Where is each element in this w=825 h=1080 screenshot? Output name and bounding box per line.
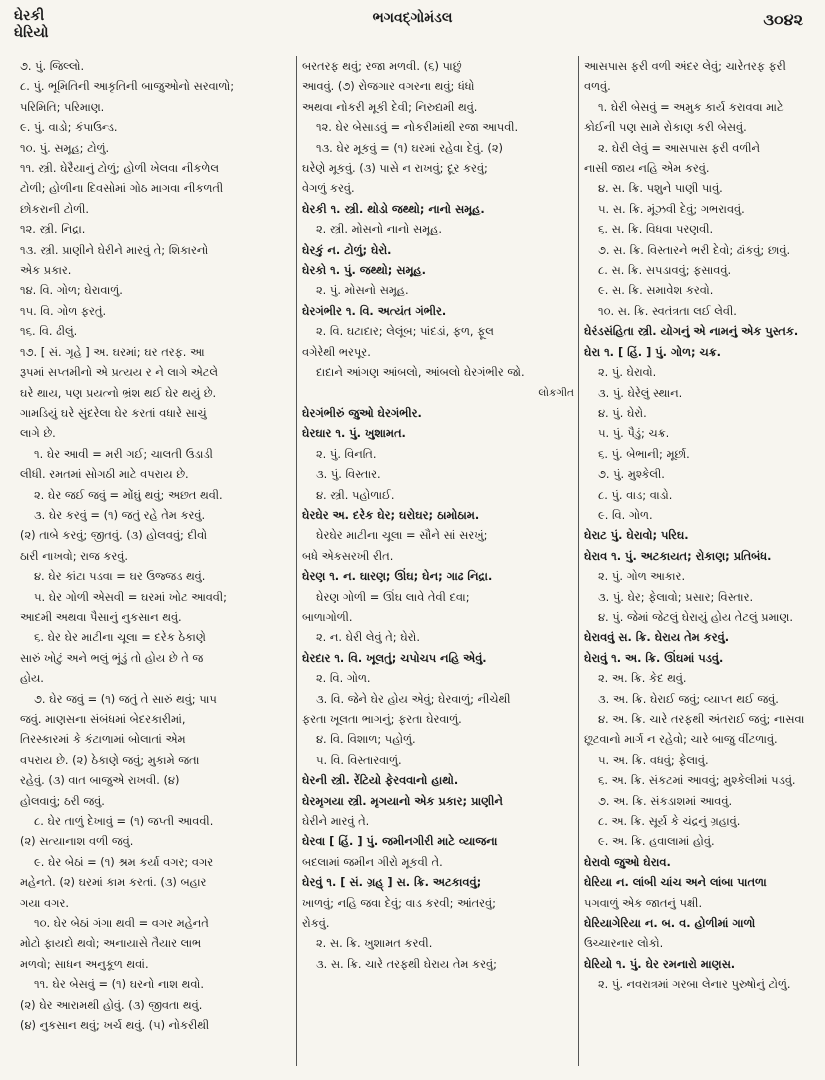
- entry-line: ૭. ઘેર જવું = (૧) જતું તે સારું થવું; પાપ: [34, 691, 217, 706]
- entry-line: ૩. પું. ઘેરેલું સ્થાન.: [598, 385, 683, 400]
- entry-line: ૨. સ. ક્રિ. ખુશામત કરવી.: [316, 936, 433, 951]
- headword-line: ઘેરઘાર ૧. પું. ખુશામત.: [302, 426, 406, 441]
- entry-line: મહેનતે. (૨) ઘરમાં કામ કરતાં. (૩) બહાર: [20, 875, 207, 890]
- entry-line: ૧૧. સ્ત્રી. ઘેરૈયાનું ટોળું; હોળી ખેલવા નીકળેલ: [20, 161, 219, 176]
- headword-line: ઘેરણ ૧. ન. ઘારણ; ઊંઘ; ઘેન; ગાઢ નિદ્રા.: [302, 569, 493, 584]
- headword-line: ઘેરગંભીરું જુઓ ઘેરગંભીર.: [302, 405, 422, 420]
- entry-line: ૮. પું. ભૂમિતિની આકૃતિની બાજુઓનો સરવાળો;: [20, 79, 235, 94]
- entry-line: દાદાને આંગણ આંબલો, આંબલો ઘેરગંભીર જો.: [316, 365, 525, 380]
- columns: [0, 56, 825, 1074]
- entry-line: ૪. અ. ક્રિ. ચારે તરફથી અંતરાઈ જવું; નાસવા: [598, 712, 805, 726]
- headword-line: ઘેરાવ ૧. પું. અટકાયત; રોકાણ; પ્રતિબંધ.: [584, 548, 772, 563]
- entry-line: ૧૦. પું. સમૂહ; ટોળું.: [20, 140, 110, 155]
- entry-line: ૧૦. ઘેર બેઠાં ગંગા થવી = વગર મહેનતે: [34, 916, 209, 931]
- headword-line: ઘેરવું ૧. [ સં. ગ્રહ્ ] સ. ક્રિ. અટકાવવું;: [302, 875, 482, 890]
- entry-line: ૭. પું. મુશ્કેલી.: [598, 467, 665, 482]
- entry-line: ઘેરણ ગોળી = ઊંઘ લાવે તેવી દવા;: [316, 589, 470, 604]
- entry-line: બદલામાં જમીન ગીરો મૂકવી તે.: [302, 854, 443, 869]
- headword-line: ઘેરકું ન. ટોળું; ઘેરો.: [302, 242, 392, 257]
- entry-line: ૨. પું. ઘેરાવો.: [598, 365, 657, 380]
- column-3: [584, 56, 810, 1074]
- entry-line: ૧. ઘેર આવી = મરી ગઈ; ચાલતી ઉડાડી: [34, 446, 213, 461]
- entry-line: ૪. પું. જેમાં જેટલું ઘેરાયું હોય તેટલું પ્રમાણ.: [598, 609, 793, 624]
- entry-line: ૫. વિ. વિસ્તારવાળું.: [316, 752, 402, 767]
- headword-line: ઘેરવા [ હિં. ] પું. જમીનગીરી માટે વ્યાજના: [302, 834, 498, 849]
- entry-line: મોટો ફાયદો થવો; અનાયાસે તૈયાર લાભ: [20, 936, 202, 951]
- entry-line: જવું. માણસના સંબંધમાં બેદરકારીમાં,: [20, 712, 186, 726]
- entry-line: ટોળી; હોળીના દિવસોમાં ગોઠ માગવા નીકળતી: [20, 181, 224, 196]
- entry-line: ૭. અ. ક્રિ. સંકડાશમાં આવવું.: [598, 793, 733, 808]
- guide-word-first: ઘેરકી: [14, 8, 45, 24]
- entry-line: ૧૨. સ્ત્રી. નિદ્રા.: [20, 222, 86, 237]
- entry-line: ૧૦. સ. ક્રિ. સ્વતંત્રતા લઈ લેવી.: [598, 303, 737, 318]
- entry-line: ૬. પું. બેભાની; મૂર્છા.: [598, 446, 690, 461]
- entry-line: કોઈની પણ સામે રોકાણ કરી બેસવું.: [584, 120, 747, 135]
- headword-line: ઘેરંડસંહિતા સ્ત્રી. યોગનું એ નામનું એક પુસ્તક.: [584, 324, 799, 339]
- entry-line: ૪. સ. ક્રિ. પશુને પાણી પાવું.: [598, 181, 723, 196]
- entry-line: ૩. અ. ક્રિ. ઘેરાઈ જવું; વ્યાપ્ત થઈ જવું.: [598, 691, 779, 706]
- column-1: [20, 56, 290, 1074]
- entry-line: રહેવું. (૩) વાત બાજુએ રાખવી. (૪): [20, 773, 180, 788]
- entry-line: છોકરાની ટોળી.: [20, 201, 89, 216]
- entry-line: ૩. સ. ક્રિ. ચારે તરફથી ઘેરાય તેમ કરવું;: [316, 956, 497, 971]
- entry-line: બાળાગોળી.: [302, 609, 353, 624]
- entry-line: પગવાળું એક જાતનું પક્ષી.: [584, 895, 703, 910]
- entry-line: લાગે છે.: [20, 426, 56, 441]
- entry-line: ૫. ઘેર ગોળી એસવી = ઘરમાં ખોટ આવવી;: [34, 589, 228, 604]
- entry-line: છૂટવાનો માર્ગ ન રહેવો; ચારે બાજુ વીંટળાવું.: [584, 732, 778, 747]
- entry-line: ૧. ઘેરી બેસવું = અમુક કાર્ય કરાવવા માટે: [598, 99, 784, 114]
- entry-line: હોલવાવું; ઠરી જવું.: [20, 793, 105, 808]
- headword-line: ઘેરાવો જુઓ ઘેરાવ.: [584, 854, 671, 869]
- entry-line: ઉચ્ચારનાર લોકો.: [584, 936, 664, 951]
- entry-line: ૬. અ. ક્રિ. સંકટમાં આવવું; મુશ્કેલીમાં પડવું.: [598, 773, 796, 788]
- entry-line: ૧૨. ઘેર બેસાડવું = નોકરીમાંથી રજા આપવી.: [316, 120, 519, 135]
- page-header: [0, 6, 825, 50]
- entry-line: ઘરેણે મૂકવું. (૩) પાસે ન રાખવું; દૂર કરવું;: [302, 161, 488, 176]
- headword-line: ઘેરિયાગેરિયા ન. બ. વ. હોળીમાં ગાળો: [584, 916, 756, 931]
- entry-line: ૧૫. વિ. ગોળ ફરતું.: [20, 303, 107, 318]
- entry-line: ઘરે થાય, પણ પ્રયત્નો ભ્રંશ થઈ ઘેર થયું છે.: [20, 385, 217, 400]
- entry-line: ઘેરઘેર માટીના ચૂલા = સૌને સાં સરખું;: [316, 528, 488, 543]
- headword-line: ઘેરમૃગયા સ્ત્રી. મૃગયાનો એક પ્રકાર; પ્રાણીને: [302, 793, 503, 808]
- entry-line: નાસી જાય નહિ એમ કરવું.: [584, 161, 710, 176]
- headword-line: ઘેરઘેર અ. દરેક ઘેર; ઘરોઘર; ઠામોઠામ.: [302, 507, 480, 522]
- entry-line: ૮. ઘેર તાળું દેખાવું = (૧) જપ્તી આવવી.: [34, 814, 214, 829]
- headword-line: ઘેરિયો ૧. પું. ઘેર રમનારો માણસ.: [584, 956, 736, 971]
- entry-line: ૨. પું. ગોળ આકાર.: [598, 569, 686, 584]
- entry-line: હોય.: [20, 671, 44, 686]
- entry-line: ૨. વિ. ગોળ.: [316, 671, 371, 686]
- entry-line: સારું ખોટું અને ભલું ભૂંડું તો હોય છે તે જ: [20, 650, 204, 665]
- headword-line: ઘેરકો ૧. પું. જથ્થો; સમૂહ.: [302, 263, 426, 278]
- entry-line: (૪) નુકસાન થવું; ખર્ચ થવું. (૫) નોકરીથી: [20, 1018, 210, 1033]
- entry-line: ૬. ઘેર ઘેર માટીના ચૂલા = દરેક ઠેકાણે: [34, 630, 206, 645]
- entry-line: ૨. પું. મોસનો સમૂહ.: [316, 283, 409, 298]
- entry-line: આદમી અથવા પૈસાનું નુકસાન થવું.: [20, 609, 182, 624]
- entry-line: ૫. સ. ક્રિ. મૂંઝવી દેવું; ગભરાવવું.: [598, 201, 745, 216]
- entry-line: અથવા નોકરી મૂકી દેવી; નિરુદ્યમી થવું.: [302, 99, 478, 114]
- entry-line: ૮. અ. ક્રિ. સૂર્ય કે ચંદ્રનું ગ્રહાવું.: [598, 814, 741, 829]
- entry-line: ૫. અ. ક્રિ. વધવું; ફેલાવું.: [598, 752, 709, 767]
- entry-line: ૨. ઘેરી લેવું = આસપાસ ફરી વળીને: [598, 140, 760, 155]
- page-title: ભગવદ્ગોમંડલ: [372, 10, 453, 26]
- entry-line: લીધી. રમતમાં સોગઠી માટે વપરાય છે.: [20, 467, 189, 482]
- headword-line: ઘેરકી ૧. સ્ત્રી. થોડો જથ્થો; નાનો સમૂહ.: [302, 201, 485, 216]
- entry-line: બરતરફ થવું; રજા મળવી. (૬) પાછું: [302, 59, 462, 73]
- entry-line: બધે એકસરખી રીત.: [302, 548, 394, 563]
- entry-line: આસપાસ ફરી વળી અંદર લેવું; ચારેતરફ ફરી: [584, 59, 786, 73]
- entry-line: ૨. અ. ક્રિ. કેદ થવું.: [598, 671, 687, 686]
- entry-line: ઠારી નાખવો; રાજ કરવું.: [20, 548, 128, 563]
- column-2: [302, 56, 574, 1074]
- entry-line: ૫. પું. પૈડું; ચક્ર.: [598, 426, 670, 441]
- entry-line: એક પ્રકાર.: [20, 263, 72, 278]
- entry-line: ૮. સ. ક્રિ. સપડાવવું; ફસાવવું.: [598, 263, 732, 278]
- entry-line: રોકવું.: [302, 916, 330, 931]
- headword-line: ઘેરદાર ૧. વિ. ખૂલતું; ચપોચપ નહિ એવું.: [302, 650, 487, 665]
- entry-line: તિરસ્કારમાં કે કંટાળામાં બોલાતાં એમ: [20, 732, 186, 747]
- headword-line: ઘેરાવું ૧. અ. ક્રિ. ઊંઘમાં પડવું.: [584, 650, 724, 665]
- headword-line: ઘેરની સ્ત્રી. રેંટિયો ફેરવવાનો હાથો.: [302, 773, 459, 788]
- entry-line: ૧૭. [ સં. ગૃહે ] અ. ઘરમાં; ઘર તરફ. આ: [20, 344, 205, 359]
- entry-line: ૩. પું. વિસ્તાર.: [316, 467, 381, 482]
- entry-line: વળવું.: [584, 79, 611, 94]
- entry-line: ૨. ઘેર જઈ જવું = મોંઘું થવું; અછત થવી.: [34, 487, 223, 502]
- entry-line: ૨. વિ. ઘટાદાર; લેલૂંબ; પાંદડાં, ફળ, ફૂલ: [316, 324, 494, 339]
- entry-line: ૩. પું. ઘેર; ફેલાવો; પ્રસાર; વિસ્તાર.: [598, 589, 754, 604]
- headword-line: ઘેરિયા ન. લાંબી ચાંચ અને લાંબા પાતળા: [584, 875, 767, 890]
- entry-line: ૯. વિ. ગોળ.: [598, 507, 653, 522]
- entry-line: ૪. વિ. વિશાળ; પહોળું.: [316, 732, 416, 747]
- entry-line: ૧૧. ઘેર બેસવું = (૧) ઘરનો નાશ થવો.: [34, 977, 204, 992]
- entry-line: મળવો; સાધન અનુકૂળ થવાં.: [20, 956, 149, 971]
- entry-line: ૪. ઘેર કાંટા પડવા = ઘર ઉજ્જડ થવું.: [34, 569, 206, 584]
- headword-line: ઘેરાટ પું. ઘેરાવો; પરિઘ.: [584, 528, 689, 543]
- headword-line: ઘેરગંભીર ૧. વિ. અત્યંત ગંભીર.: [302, 303, 447, 318]
- entry-line: ગામડિયું ઘરે સુંદરેલા ઘેર કરતાં વધારે સાચું: [20, 405, 207, 420]
- entry-line: ૨. પું. નવરાત્રમાં ગરબા લેનાર પુરુષોનું ટોળું.: [598, 977, 791, 992]
- entry-line: ખાળવું; નહિ જવા દેવું; વાડ કરવી; આંતરવું;: [302, 895, 496, 910]
- entry-line: ૧૩. ઘેર મૂકવું = (૧) ઘરમાં રહેવા દેવું. (૨): [316, 140, 503, 155]
- entry-line: ૭. સ. ક્રિ. વિસ્તારને ભરી દેવો; ઢાંકવું; છાવું.: [598, 242, 791, 257]
- entry-line: વેગળું કરવું.: [302, 181, 355, 196]
- entry-line: (૨) સત્યાનાશ વળી જવું.: [20, 834, 134, 849]
- entry-line: ૧૩. સ્ત્રી. પ્રાણીને ઘેરીને મારવું તે; શિકારનો: [20, 242, 209, 257]
- entry-line: ૭. પું. જિલ્લો.: [20, 59, 85, 73]
- entry-line: ૪. સ્ત્રી. પહોળાઈ.: [316, 487, 395, 502]
- entry-line: ૨. સ્ત્રી. મોસનો નાનો સમૂહ.: [316, 222, 442, 237]
- entry-line: ૯. પું. વાડો; કંપાઉન્ડ.: [20, 120, 118, 135]
- entry-line: (૨) તાબે કરવું; જીતવું. (૩) હોલવવું; દીવો: [20, 528, 208, 543]
- entry-line: ૮. પું. વાડ; વાડો.: [598, 487, 673, 502]
- entry-line: પરિમિતિ; પરિમાણ.: [20, 99, 105, 114]
- entry-line: ૯. અ. ક્રિ. હવાલામાં હોવું.: [598, 834, 715, 849]
- entry-line: ૬. સ. ક્રિ. વિધવા પરણવી.: [598, 222, 714, 237]
- entry-line: ફરતા ખૂલતા ભાગનું; ફરતા ઘેરવાળું.: [302, 712, 462, 726]
- page-number: ૩૦૪૨: [763, 10, 803, 29]
- entry-line: ૩. વિ. જેને ઘેર હોય એવું; ઘેરવાળું; નીચેથી: [316, 691, 511, 706]
- guide-word-last: ઘેરિયો: [14, 25, 49, 41]
- entry-line: ૨. પું. વિનતિ.: [316, 446, 377, 461]
- entry-line: (૨) ઘેર આરામથી હોવું. (૩) જીવતા થવું.: [20, 997, 203, 1012]
- entry-line: ૯. સ. ક્રિ. સમાવેશ કરવો.: [598, 283, 714, 298]
- entry-line: રૂપમાં સપ્તમીનો એ પ્રત્યય ર ને લાગે એટલે: [20, 365, 218, 380]
- entry-line: ગયા વગર.: [20, 895, 69, 910]
- headword-line: ઘેરાવવું સ. ક્રિ. ઘેરાય તેમ કરવું.: [584, 630, 730, 645]
- entry-line: વગેરેથી ભરપૂર.: [302, 344, 371, 359]
- entry-line: આવવું. (૭) રોજગાર વગરના થવું; ધંધો: [302, 79, 475, 94]
- headword-line: ઘેરા ૧. [ હિં. ] પું. ગોળ; ચક્ર.: [584, 344, 722, 359]
- entry-line: ૪. પું. ઘેરો.: [598, 405, 647, 420]
- entry-line: ૧૪. વિ. ગોળ; ઘેરાવાળું.: [20, 283, 123, 298]
- entry-line: ૩. ઘેર કરવું = (૧) જતું રહે તેમ કરવું.: [34, 507, 206, 522]
- entry-line: ૯. ઘેર બેઠાં = (૧) શ્રમ કર્યા વગર; વગર: [34, 854, 214, 869]
- entry-line: ઘેરીને મારવું તે.: [302, 814, 370, 829]
- entry-line: ૨. ન. ઘેરી લેવું તે; ઘેરો.: [316, 630, 420, 645]
- entry-line: ૧૬. વિ. ઢીલું.: [20, 324, 78, 339]
- entry-line: વપરાય છે. (૨) ઠેકાણે જવું; મુકામે જતા: [20, 752, 200, 767]
- citation-line: લોકગીત: [538, 386, 574, 399]
